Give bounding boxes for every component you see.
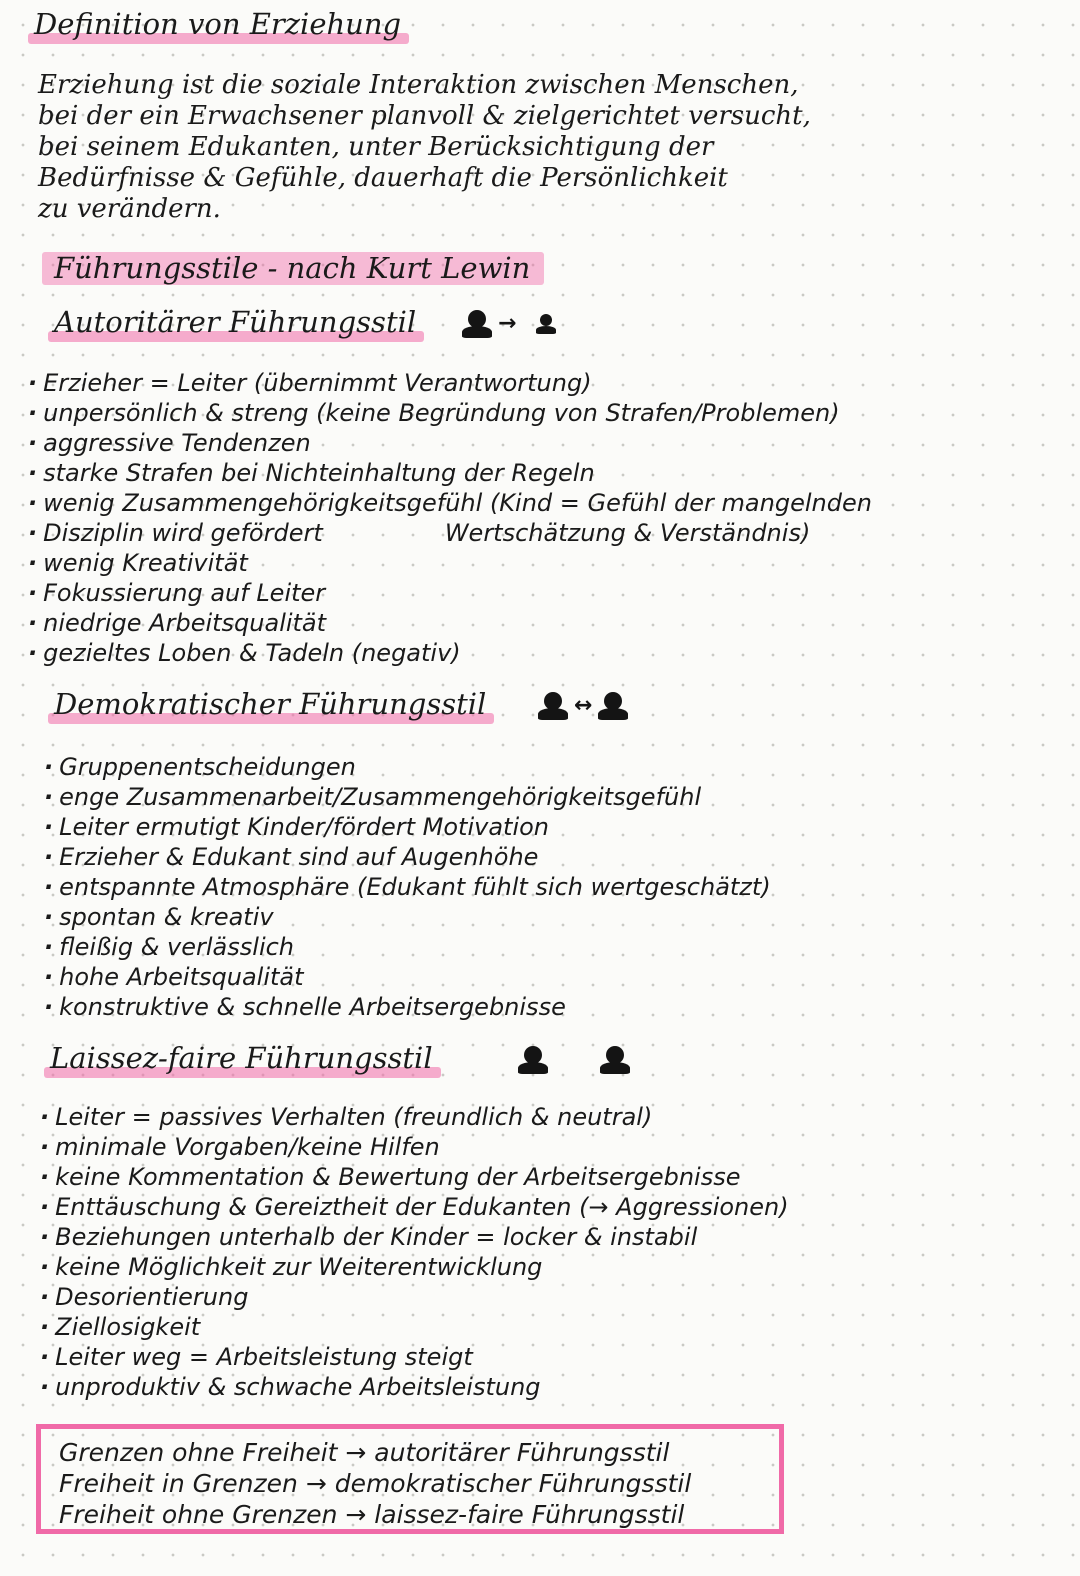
list-item: · Leiter = passives Verhalten (freundlich & neutral)	[40, 1102, 789, 1132]
list-item: · hohe Arbeitsqualität	[44, 962, 771, 992]
list-item: · konstruktive & schnelle Arbeitsergebnisse	[44, 992, 771, 1022]
heading-laissez-faire: Laissez-faire Führungsstil	[50, 1041, 433, 1075]
demokratisch-icons	[538, 692, 628, 720]
autoritaer-list	[28, 368, 872, 668]
child-person-icon	[598, 692, 628, 720]
list-item: · enge Zusammenarbeit/Zusammengehörigkeitsgefühl	[44, 782, 771, 812]
definition-paragraph	[38, 70, 998, 225]
list-item: · gezieltes Loben & Tadeln (negativ)	[28, 638, 872, 668]
arrow-right-icon: →	[498, 311, 517, 336]
list-item: · keine Möglichkeit zur Weiterentwicklung	[40, 1252, 789, 1282]
page-title: Definition von Erziehung	[34, 7, 402, 41]
definition-line: bei seinem Edukanten, unter Berücksichtigung der	[38, 132, 714, 162]
definition-line: Erziehung ist die soziale Interaktion zwischen Menschen,	[38, 70, 799, 100]
list-item: · starke Strafen bei Nichteinhaltung der Regeln	[28, 458, 872, 488]
arrow-both-icon: ↔	[574, 693, 593, 718]
list-item: · spontan & kreativ	[44, 902, 771, 932]
list-item: · Erzieher & Edukant sind auf Augenhöhe	[44, 842, 771, 872]
list-item: · Erzieher = Leiter (übernimmt Verantwortung)	[28, 368, 872, 398]
laissez-faire-icons	[518, 1046, 630, 1074]
leader-person-icon	[462, 310, 492, 338]
list-item: · keine Kommentation & Bewertung der Arbeitsergebnisse	[40, 1162, 789, 1192]
list-item: · Disziplin wird gefördert Wertschätzung & Verständnis)	[28, 518, 872, 548]
list-item: · Ziellosigkeit	[40, 1312, 789, 1342]
list-item: · minimale Vorgaben/keine Hilfen	[40, 1132, 789, 1162]
leader-person-icon	[518, 1046, 548, 1074]
list-item: · unpersönlich & streng (keine Begründung von Strafen/Problemen)	[28, 398, 872, 428]
list-item: · fleißig & verlässlich	[44, 932, 771, 962]
autoritaer-icons	[462, 310, 556, 338]
list-item: · Beziehungen unterhalb der Kinder = locker & instabil	[40, 1222, 789, 1252]
list-item: · aggressive Tendenzen	[28, 428, 872, 458]
list-item: · Leiter weg = Arbeitsleistung steigt	[40, 1342, 789, 1372]
list-item: · unproduktiv & schwache Arbeitsleistung	[40, 1372, 789, 1402]
list-item: · Desorientierung	[40, 1282, 789, 1312]
list-item: · Gruppenentscheidungen	[44, 752, 771, 782]
list-item: · wenig Zusammengehörigkeitsgefühl (Kind = Gefühl der mangelnden	[28, 488, 872, 518]
definition-line: Bedürfnisse & Gefühle, dauerhaft die Persönlichkeit	[38, 163, 728, 193]
list-item: · Enttäuschung & Gereiztheit der Edukanten (→ Aggressionen)	[40, 1192, 789, 1222]
leader-person-icon	[538, 692, 568, 720]
summary-line: Grenzen ohne Freiheit → autoritärer Führungsstil	[59, 1438, 670, 1467]
child-person-icon	[536, 314, 556, 334]
heading-demokratisch: Demokratischer Führungsstil	[54, 687, 487, 721]
definition-line: bei der ein Erwachsener planvoll & zielgerichtet versucht,	[38, 101, 811, 131]
heading-autoritaer: Autoritärer Führungsstil	[54, 305, 417, 339]
list-item: · Fokussierung auf Leiter	[28, 578, 872, 608]
summary-box	[36, 1424, 784, 1534]
section-heading: Führungsstile - nach Kurt Lewin	[48, 252, 536, 285]
list-item: · Leiter ermutigt Kinder/fördert Motivation	[44, 812, 771, 842]
definition-line: zu verändern.	[38, 194, 221, 224]
child-person-icon	[600, 1046, 630, 1074]
summary-line: Freiheit in Grenzen → demokratischer Führungsstil	[59, 1469, 692, 1498]
list-item: · niedrige Arbeitsqualität	[28, 608, 872, 638]
summary-line: Freiheit ohne Grenzen → laissez-faire Führungsstil	[59, 1500, 685, 1529]
list-item: · entspannte Atmosphäre (Edukant fühlt sich wertgeschätzt)	[44, 872, 771, 902]
list-item: · wenig Kreativität	[28, 548, 872, 578]
demokratisch-list	[44, 752, 771, 1022]
laissez-faire-list	[40, 1102, 789, 1402]
